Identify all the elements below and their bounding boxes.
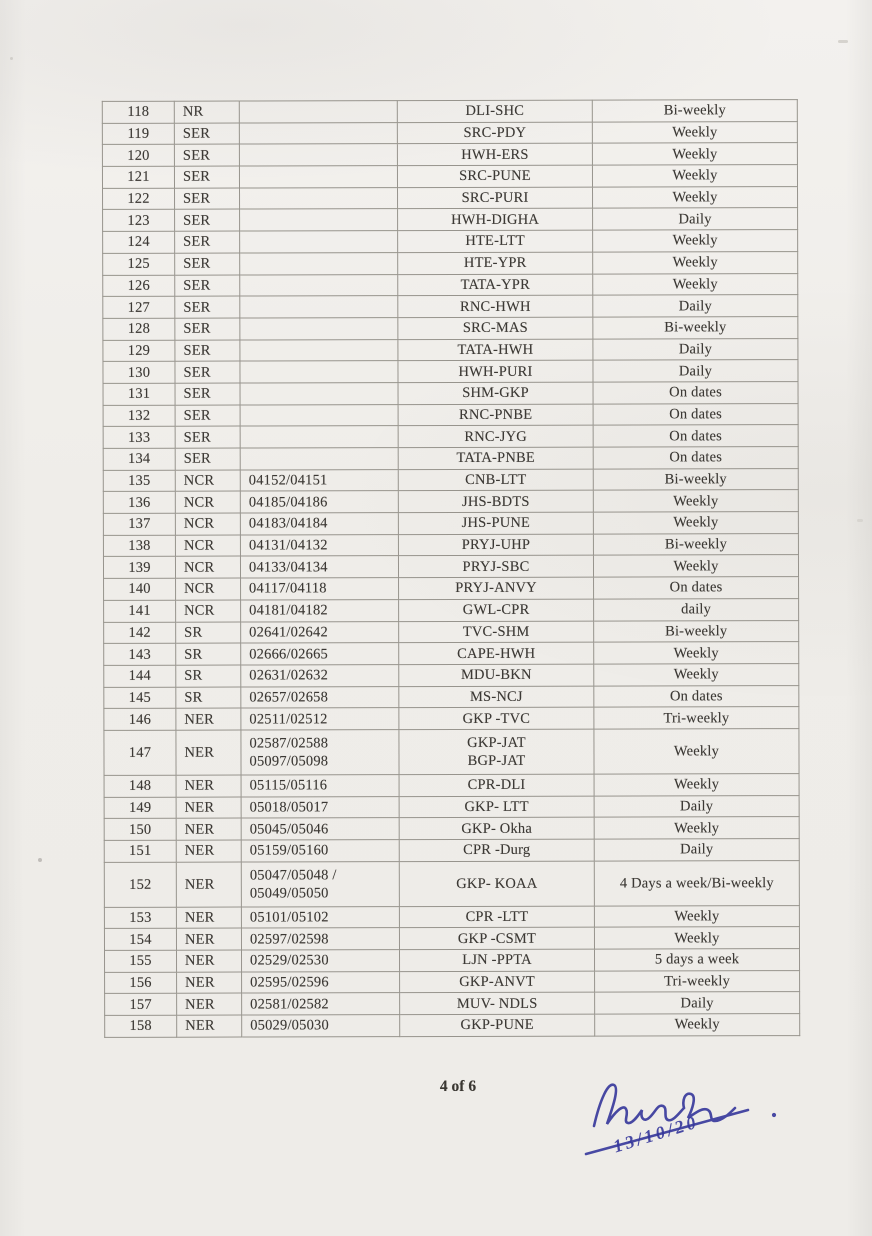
cell-frequency: Weekly [592,143,797,165]
cell-zone: NER [176,950,241,972]
cell-route: PRYJ-UHP [398,534,593,556]
cell-route: HTE-YPR [398,252,593,274]
cell-serial: 158 [105,1015,177,1037]
table-row [104,729,799,776]
cell-train-numbers: 04133/04134 [240,556,398,578]
cell-route: SRC-PDY [397,122,592,144]
cell-train-numbers [240,187,398,209]
cell-zone: NER [176,797,241,819]
cell-train-numbers: 05115/05116 [241,775,399,797]
cell-train-numbers: 02581/02582 [242,993,400,1015]
cell-train-numbers [240,448,398,470]
cell-train-numbers [239,166,397,188]
cell-frequency: Weekly [592,121,797,143]
table-row [103,447,798,471]
cell-route: SRC-MAS [398,317,593,339]
cell-frequency: Daily [593,208,798,230]
table-row [105,1014,800,1038]
cell-frequency: Tri-weekly [595,970,800,992]
cell-serial: 148 [104,775,176,797]
cell-zone: NER [176,818,241,840]
cell-frequency: Weekly [592,165,797,187]
cell-frequency: Weekly [593,490,798,512]
cell-train-numbers: 02595/02596 [242,971,400,993]
cell-serial: 152 [104,862,176,907]
cell-serial: 145 [104,687,176,709]
cell-zone: SR [176,643,241,665]
table-row [104,839,799,863]
cell-zone: NER [176,840,241,862]
cell-route: PRYJ-ANVY [399,577,594,599]
cell-serial: 122 [103,188,175,210]
cell-frequency: Weekly [593,251,798,273]
table-row [102,165,797,189]
cell-zone: SER [174,144,239,166]
table-row [103,425,798,449]
cell-train-numbers [240,361,398,383]
cell-train-numbers [240,383,398,405]
cell-train-numbers: 05159/05160 [241,840,399,862]
cell-serial: 143 [104,643,176,665]
cell-train-numbers [240,231,398,253]
cell-zone: NCR [175,513,240,535]
cell-serial: 127 [103,296,175,318]
cell-train-numbers: 05018/05017 [241,796,399,818]
cell-route: GKP -TVC [399,707,594,729]
cell-frequency: Weekly [594,729,799,775]
cell-route: MS-NCJ [399,686,594,708]
cell-route: TATA-HWH [398,339,593,361]
cell-zone: NER [176,928,241,950]
cell-zone: NCR [175,535,240,557]
cell-serial: 150 [104,819,176,841]
cell-route: GWL-CPR [399,599,594,621]
cell-train-numbers [239,144,397,166]
page-number: 4 of 6 [439,1078,477,1095]
table-row [105,970,800,994]
cell-route: HWH-ERS [397,144,592,166]
cell-frequency: Tri-weekly [594,707,799,729]
cell-frequency: On dates [594,577,799,599]
cell-zone: SER [175,426,240,448]
cell-serial: 134 [103,448,175,470]
cell-zone: NCR [176,600,241,622]
table-row [104,860,799,907]
cell-route: CAPE-HWH [399,642,594,664]
cell-route: RNC-PNBE [398,404,593,426]
cell-serial: 142 [104,622,176,644]
cell-serial: 137 [103,513,175,535]
cell-zone: NER [177,972,242,994]
cell-route: MUV- NDLS [400,993,595,1015]
cell-frequency: daily [594,598,799,620]
cell-train-numbers: 04181/04182 [241,599,399,621]
cell-zone: SER [175,209,240,231]
cell-train-numbers: 04131/04132 [240,534,398,556]
cell-zone: NER [176,708,241,730]
cell-serial: 153 [104,907,176,929]
cell-frequency: 4 Days a week/Bi-weekly [594,860,799,906]
cell-serial: 155 [104,950,176,972]
cell-route: SRC-PUNE [397,165,592,187]
cell-route: TATA-PNBE [398,447,593,469]
cell-serial: 151 [104,840,176,862]
cell-frequency: On dates [593,447,798,469]
table-row [103,403,798,427]
table-row [105,992,800,1016]
cell-serial: 132 [103,405,175,427]
cell-serial: 128 [103,318,175,340]
cell-frequency: Bi-weekly [593,316,798,338]
cell-route: GKP- KOAA [399,861,594,907]
cell-zone: SR [176,687,241,709]
cell-serial: 140 [104,578,176,600]
cell-serial: 135 [103,470,175,492]
table-row [103,468,798,492]
cell-zone: NR [174,101,239,123]
cell-route: HWH-PURI [398,360,593,382]
cell-route: SHM-GKP [398,382,593,404]
cell-frequency: Weekly [595,1014,800,1036]
cell-frequency: 5 days a week [594,949,799,971]
cell-route: SRC-PURI [398,187,593,209]
cell-route: CPR -LTT [399,906,594,928]
cell-zone: NER [176,730,241,775]
cell-frequency: Daily [595,992,800,1014]
table-row [102,100,797,124]
cell-zone: SER [175,448,240,470]
table-row [104,642,799,666]
cell-train-numbers: 05047/05048 / 05049/05050 [241,861,399,906]
cell-route: CPR -Durg [399,839,594,861]
cell-frequency: Bi-weekly [592,100,797,122]
cell-serial: 157 [105,994,177,1016]
cell-zone: SER [175,361,240,383]
cell-zone: NER [177,1015,242,1037]
cell-zone: SER [175,231,240,253]
cell-zone: SER [174,166,239,188]
table-row [104,663,799,687]
cell-zone: SER [175,383,240,405]
cell-train-numbers [240,339,398,361]
cell-frequency: Weekly [594,927,799,949]
table-row [104,707,799,731]
cell-train-numbers: 04185/04186 [240,491,398,513]
cell-train-numbers [240,404,398,426]
cell-train-numbers: 02666/02665 [241,643,399,665]
cell-zone: NCR [175,556,240,578]
cell-frequency: Weekly [594,663,799,685]
cell-train-numbers: 02597/02598 [241,928,399,950]
train-schedule-table [102,99,800,1038]
table-row [104,577,799,601]
scan-speck [38,858,42,862]
cell-serial: 129 [103,340,175,362]
cell-train-numbers: 04183/04184 [240,513,398,535]
table-row [104,620,799,644]
cell-zone: SER [175,318,240,340]
table-row [103,295,798,319]
cell-zone: SER [175,275,240,297]
cell-train-numbers [240,296,398,318]
cell-frequency: Weekly [593,512,798,534]
cell-route: GKP- LTT [399,796,594,818]
table-row [104,817,799,841]
cell-train-numbers [240,274,398,296]
signature-block [578,1068,808,1178]
cell-serial: 118 [102,101,174,123]
cell-zone: NER [177,993,242,1015]
cell-route: HTE-LTT [398,230,593,252]
table-row [103,186,798,210]
cell-route: HWH-DIGHA [398,209,593,231]
cell-route: DLI-SHC [397,100,592,122]
cell-serial: 126 [103,275,175,297]
cell-zone: SER [174,123,239,145]
cell-route: GKP- Okha [399,817,594,839]
cell-serial: 156 [105,972,177,994]
table-row [102,121,797,145]
table-row [104,774,799,798]
cell-zone: SER [175,296,240,318]
cell-train-numbers [239,101,397,123]
cell-train-numbers: 02511/02512 [241,708,399,730]
cell-frequency: On dates [594,685,799,707]
cell-frequency: Weekly [594,642,799,664]
cell-zone: NCR [175,470,240,492]
table-row [103,338,798,362]
cell-route: JHS-PUNE [398,512,593,534]
cell-frequency: Weekly [594,817,799,839]
table-row [103,251,798,275]
cell-train-numbers [240,209,398,231]
cell-frequency: Weekly [593,186,798,208]
cell-train-numbers: 04152/04151 [240,469,398,491]
cell-serial: 136 [103,492,175,514]
cell-route: TATA-YPR [398,274,593,296]
table-row [104,795,799,819]
cell-serial: 138 [103,535,175,557]
cell-frequency: Weekly [594,774,799,796]
cell-route: LJN -PPTA [399,949,594,971]
table-row [103,208,798,232]
cell-serial: 121 [102,166,174,188]
cell-train-numbers [239,122,397,144]
cell-route: RNC-HWH [398,295,593,317]
cell-serial: 130 [103,361,175,383]
signature-date: 13/10/20 [610,1111,701,1157]
cell-serial: 141 [104,600,176,622]
cell-route: GKP -CSMT [399,928,594,950]
table-row [103,230,798,254]
cell-route: TVC-SHM [399,621,594,643]
cell-zone: NCR [175,491,240,513]
scan-speck [10,57,13,60]
cell-serial: 146 [104,708,176,730]
cell-frequency: Bi-weekly [593,533,798,555]
table-row [102,143,797,167]
cell-train-numbers [240,318,398,340]
cell-train-numbers: 02529/02530 [241,950,399,972]
cell-frequency: Daily [593,295,798,317]
cell-zone: NCR [176,578,241,600]
cell-serial: 133 [103,427,175,449]
cell-frequency: Daily [593,338,798,360]
table-row [103,360,798,384]
cell-serial: 144 [104,665,176,687]
cell-zone: SR [176,622,241,644]
scan-smudge [857,519,863,522]
cell-train-numbers: 02631/02632 [241,665,399,687]
cell-route: CNB-LTT [398,469,593,491]
cell-route: RNC-JYG [398,425,593,447]
cell-train-numbers: 05101/05102 [241,906,399,928]
cell-zone: SR [176,665,241,687]
table-row [104,685,799,709]
cell-train-numbers: 05045/05046 [241,818,399,840]
cell-frequency: Bi-weekly [593,468,798,490]
cell-train-numbers: 02641/02642 [241,621,399,643]
table-row [103,533,798,557]
table-body [102,100,799,1038]
cell-zone: NER [176,907,241,929]
table-row [103,273,798,297]
cell-train-numbers: 05029/05030 [242,1015,400,1037]
cell-route: GKP-JAT BGP-JAT [399,729,594,775]
table-row [103,316,798,340]
cell-route: JHS-BDTS [398,491,593,513]
cell-frequency: Daily [594,795,799,817]
cell-serial: 149 [104,797,176,819]
cell-serial: 119 [102,123,174,145]
table-row [104,905,799,929]
cell-serial: 125 [103,253,175,275]
cell-route: GKP-PUNE [400,1014,595,1036]
cell-serial: 139 [103,557,175,579]
cell-route: MDU-BKN [399,664,594,686]
cell-serial: 154 [104,929,176,951]
cell-serial: 120 [102,145,174,167]
table-row [103,512,798,536]
cell-frequency: Daily [593,360,798,382]
cell-frequency: On dates [593,403,798,425]
cell-zone: SER [175,340,240,362]
cell-zone: NER [176,862,241,907]
cell-frequency: On dates [593,425,798,447]
cell-frequency: Weekly [593,230,798,252]
cell-train-numbers: 02587/02588 05097/05098 [241,730,399,775]
cell-serial: 124 [103,231,175,253]
cell-zone: NER [176,775,241,797]
cell-route: GKP-ANVT [400,971,595,993]
cell-route: CPR-DLI [399,774,594,796]
cell-serial: 147 [104,730,176,775]
cell-frequency: Weekly [593,555,798,577]
cell-frequency: Weekly [594,905,799,927]
cell-frequency: Daily [594,839,799,861]
cell-zone: SER [175,405,240,427]
cell-serial: 131 [103,383,175,405]
cell-zone: SER [175,188,240,210]
cell-train-numbers [240,252,398,274]
cell-train-numbers [240,426,398,448]
cell-serial: 123 [103,210,175,232]
cell-route: PRYJ-SBC [398,556,593,578]
table-row [103,490,798,514]
cell-zone: SER [175,253,240,275]
table-row [104,927,799,951]
cell-train-numbers: 04117/04118 [241,578,399,600]
scan-smudge [838,40,848,43]
table-row [104,598,799,622]
table-row [103,382,798,406]
table-row [104,949,799,973]
table-row [103,555,798,579]
cell-train-numbers: 02657/02658 [241,686,399,708]
cell-frequency: Weekly [593,273,798,295]
cell-frequency: On dates [593,382,798,404]
cell-frequency: Bi-weekly [594,620,799,642]
